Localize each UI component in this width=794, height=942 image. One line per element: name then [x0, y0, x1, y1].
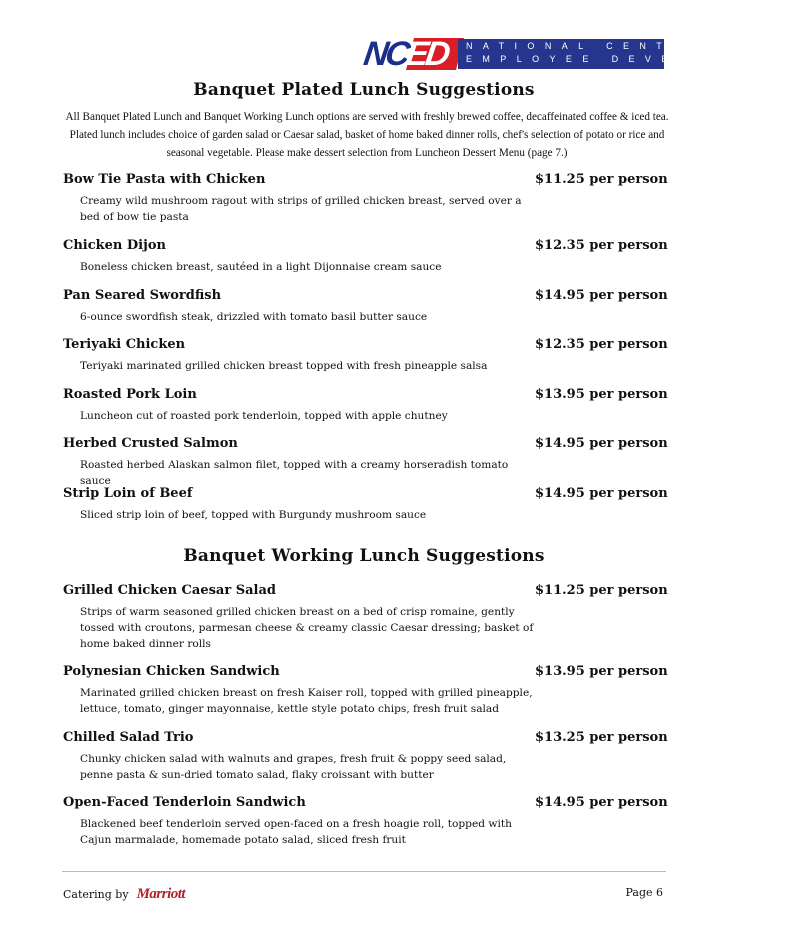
working-section-title: Banquet Working Lunch Suggestions [183, 546, 545, 566]
plated-section-title: Banquet Plated Lunch Suggestions [193, 80, 535, 100]
menu-item-description: Chunky chicken salad with walnuts and grapes, fresh fruit & poppy seed salad, penne pasta & sun-dried tomato salad, flaky croissant with butter [80, 753, 507, 781]
menu-item-description: Strips of warm seasoned grilled chicken breast on a bed of crisp romaine, gently tossed with croutons, parmesan cheese & creamy classic Caesar dressing; basket of home baked dinner rolls [80, 606, 534, 650]
menu-item-price: $14.95 per person [535, 486, 668, 501]
logo-line-1: NATIONAL CENTER FOR [466, 41, 769, 51]
menu-item-price: $12.35 per person [535, 238, 668, 253]
menu-item-price: $14.95 per person [535, 436, 668, 451]
menu-item-description: Sliced strip loin of beef, topped with Burgundy mushroom sauce [80, 509, 427, 521]
logo-wordmark [362, 36, 458, 72]
menu-item-price: $14.95 per person [535, 795, 668, 810]
menu-item-description: Luncheon cut of roasted pork tenderloin, topped with apple chutney [80, 410, 448, 422]
footer-left [63, 886, 185, 903]
menu-item-price: $14.95 per person [535, 288, 668, 303]
menu-item-name: Herbed Crusted Salmon [63, 436, 238, 451]
menu-item-name: Roasted Pork Loin [63, 387, 197, 402]
logo-line-2: EMPLOYEE DEVELOPMENT [466, 54, 794, 64]
menu-item-name: Bow Tie Pasta with Chicken [63, 172, 266, 187]
menu-item-price: $11.25 per person [535, 583, 668, 598]
logo-nc: NC [361, 35, 410, 73]
menu-item-description: Teriyaki marinated grilled chicken breast topped with fresh pineapple salsa [80, 360, 488, 372]
menu-item-name: Pan Seared Swordfish [63, 288, 222, 303]
menu-item-price: $13.25 per person [535, 730, 668, 745]
menu-item-price: $13.95 per person [535, 664, 668, 679]
menu-item-price: $13.95 per person [535, 387, 668, 402]
menu-item-description: Boneless chicken breast, sautéed in a light Dijonnaise cream sauce [80, 261, 442, 273]
menu-item-description: Blackened beef tenderloin served open-faced on a fresh hoagie roll, topped with Cajun marmalade, homemade potato salad, sliced fresh fruit [80, 818, 512, 846]
menu-item-name: Chilled Salad Trio [63, 730, 194, 745]
menu-item-description: 6-ounce swordfish steak, drizzled with tomato basil butter sauce [80, 311, 428, 323]
menu-item-price: $12.35 per person [535, 337, 668, 352]
nced-logo [361, 35, 794, 73]
intro-paragraph: All Banquet Plated Lunch and Banquet Working Lunch options are served with freshly brewed coffee, decaffeinated coffee & iced tea. Plated lunch includes choice of garden salad or Caesar salad, basket of home baked dinner rolls, chef's selection of potato or rice and seasonal vegetable. Please make dessert selection from Luncheon Dessert Menu (page 7.) [65, 111, 669, 159]
menu-item-description: Marinated grilled chicken breast on fresh Kaiser roll, topped with grilled pineapple, lettuce, tomato, ginger mayonnaise, kettle style potato chips, fresh fruit salad [80, 687, 533, 715]
menu-item-name: Teriyaki Chicken [63, 337, 186, 352]
menu-item-name: Open-Faced Tenderloin Sandwich [63, 795, 306, 810]
menu-item-name: Chicken Dijon [63, 238, 166, 253]
page-number: Page 6 [625, 886, 663, 899]
menu-item-price: $11.25 per person [535, 172, 668, 187]
marriott-logo: Marriott [136, 886, 186, 902]
footer-rule [62, 871, 666, 872]
catering-by-label: Catering by [63, 888, 129, 901]
menu-item-name: Grilled Chicken Caesar Salad [63, 583, 276, 598]
menu-item-description: Roasted herbed Alaskan salmon filet, topped with a creamy horseradish tomato sauce [80, 459, 509, 487]
menu-item-name: Strip Loin of Beef [63, 486, 193, 501]
logo-ed: ED [403, 35, 450, 73]
menu-item-name: Polynesian Chicken Sandwich [63, 664, 280, 679]
menu-item-description: Creamy wild mushroom ragout with strips of grilled chicken breast, served over a bed of bow tie pasta [80, 195, 522, 223]
